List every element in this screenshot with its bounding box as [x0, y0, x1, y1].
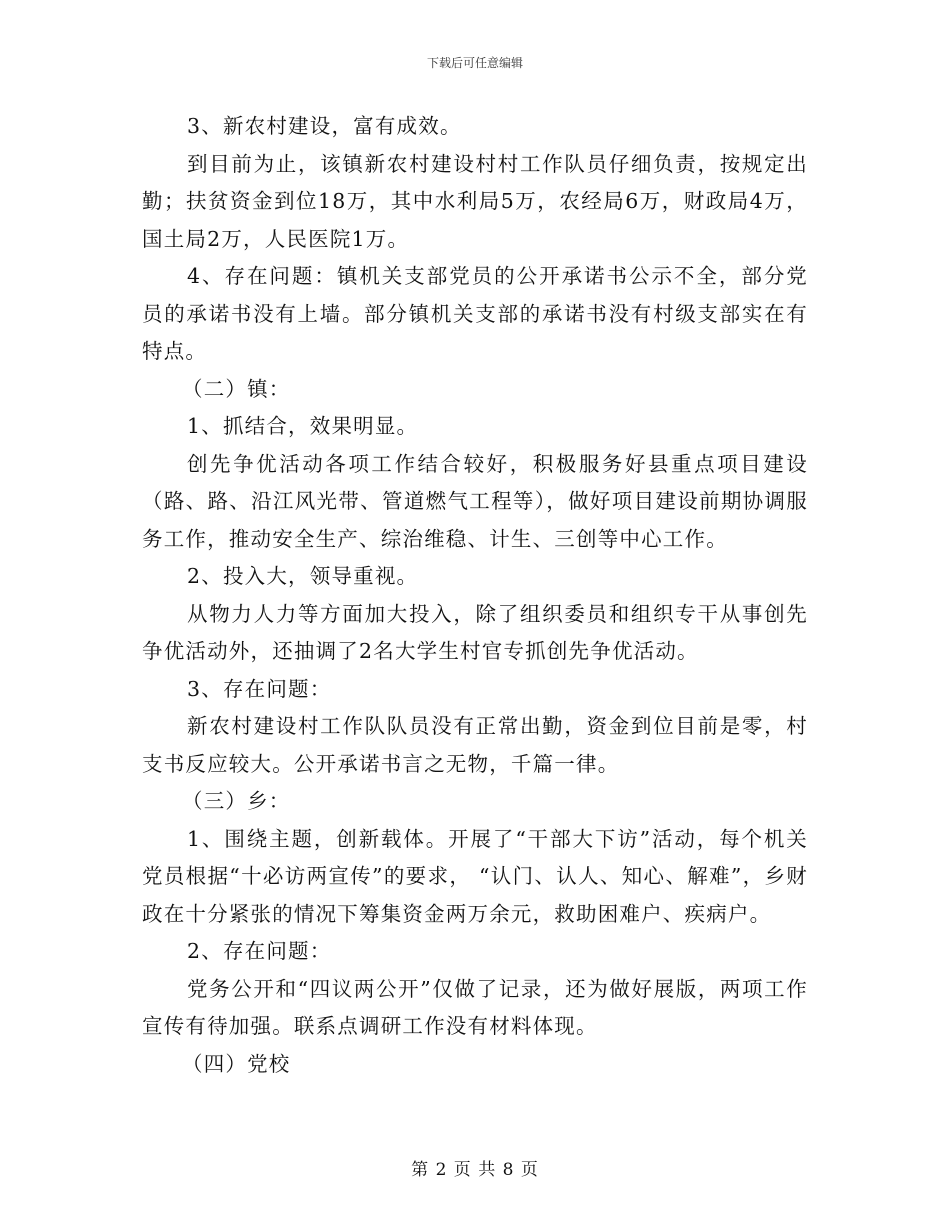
page-label-mid: 页 共: [453, 1160, 497, 1180]
paragraph: 新农村建设村工作队队员没有正常出勤，资金到位目前是零，村支书反应较大。公开承诺书言之无物，千篇一律。: [142, 714, 808, 776]
section-heading: （三）乡：: [182, 789, 291, 813]
page-header-note: 下载后可任意编辑: [426, 56, 523, 70]
paragraph: 2、投入大，领导重视。: [187, 564, 419, 588]
total-page-count: 8: [502, 1160, 515, 1180]
page-label-suffix: 页: [520, 1160, 539, 1180]
section-heading: （四）党校: [182, 1051, 291, 1076]
paragraph: 从物力人力等方面加大投入，除了组织委员和组织专干从事创先争优活动外，还抽调了2名大学生村官专抓创先争优活动。: [142, 601, 808, 663]
paragraph: 创先争优活动各项工作结合较好，积极服务好县重点项目建设（路、路、沿江风光带、管道燃气工程等），做好项目建设前期协调服务工作，推动安全生产、综治维稳、计生、三创等中心工作。: [142, 451, 808, 551]
page-label-prefix: 第: [411, 1160, 430, 1180]
paragraph: 到目前为止，该镇新农村建设村村工作队员仔细负责，按规定出勤；扶贫资金到位18万，其中水利局5万，农经局6万，财政局4万，国土局2万，人民医院1万。: [142, 151, 808, 251]
paragraph: 1、围绕主题，创新载体。开展了“干部大下访”活动，每个机关党员根据“十必访两宣传”的要求， “认门、认人、知心、解难”，乡财政在十分紧张的情况下筹集资金两万余元，救助困难户、疾病户。: [142, 826, 808, 926]
paragraph: 党务公开和“四议两公开”仅做了记录，还为做好展版，两项工作宣传有待加强。联系点调研工作没有材料体现。: [142, 976, 808, 1038]
paragraph: 3、存在问题：: [187, 676, 332, 701]
paragraph: 4、存在问题：镇机关支部党员的公开承诺书公示不全，部分党员的承诺书没有上墙。部分镇机关支部的承诺书没有村级支部实在有特点。: [142, 264, 808, 363]
paragraph: 3、新农村建设，富有成效。: [187, 114, 462, 138]
section-heading: （二）镇：: [182, 376, 291, 401]
document-body: [142, 108, 808, 1083]
paragraph: 2、存在问题：: [187, 939, 332, 963]
current-page-number: 2: [435, 1160, 448, 1180]
paragraph: 1、抓结合，效果明显。: [187, 414, 419, 438]
page-footer: [0, 1155, 950, 1180]
